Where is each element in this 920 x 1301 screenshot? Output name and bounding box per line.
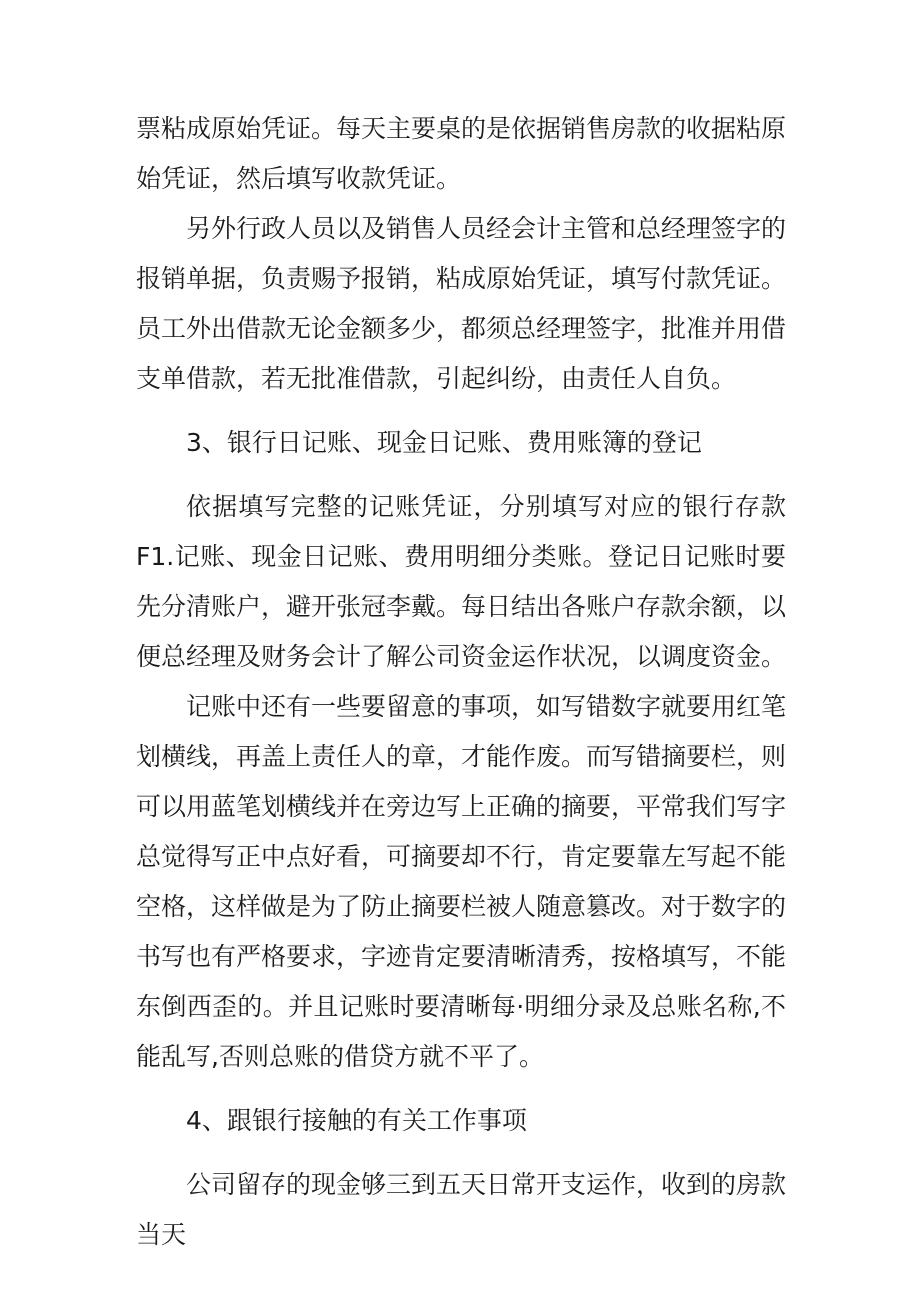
paragraph-cash-reserve: 公司留存的现金够三到五天日常开支运作，收到的房款当天 xyxy=(136,1170,787,1249)
paragraph-bookkeeping-notes: 记账中还有一些要留意的事项，如写错数字就要用红笔划横线，再盖上责任人的章，才能作废。而写错摘要栏，则可以用蓝笔划横线并在旁边写上正确的摘要，平常我们写字总觉得写正中点好看，可摘要却不行，肯定要靠左写起不能空格，这样做是为了防止摘要栏被人随意篡改。对于数字的书写也有严格要求，字迹肯定要清晰清秀，按格填写，不能东倒西歪的。并且记账时要清晰每·明细分录及总账名称,不能乱写,否则总账的借贷方就不平了。 xyxy=(136,692,787,1071)
section-heading-3: 3、银行日记账、现金日记账、费用账簿的登记 xyxy=(186,428,702,457)
paragraph-continued: 票粘成原始凭证。每天主要桌的是依据销售房款的收据粘原始凭证，然后填写收款凭证。 xyxy=(136,114,787,193)
paragraph-ledger-entry: 依据填写完整的记账凭证，分别填写对应的银行存款F1.记账、现金日记账、费用明细分类账。登记日记账时要先分清账户，避开张冠李戴。每日结出各账户存款余额，以便总经理及财务会计了解公司资金运作状况，以调度资金。 xyxy=(136,492,787,671)
document-body xyxy=(136,104,786,1260)
section-heading-4: 4、跟银行接触的有关工作事项 xyxy=(186,1106,527,1135)
paragraph-reimbursement: 另外行政人员以及销售人员经会计主管和总经理签字的报销单据，负责赐予报销，粘成原始凭证，填写付款凭证。员工外出借款无论金额多少，都须总经理签字，批准并用借支单借款，若无批准借款，引起纠纷，由责任人自负。 xyxy=(136,214,787,393)
